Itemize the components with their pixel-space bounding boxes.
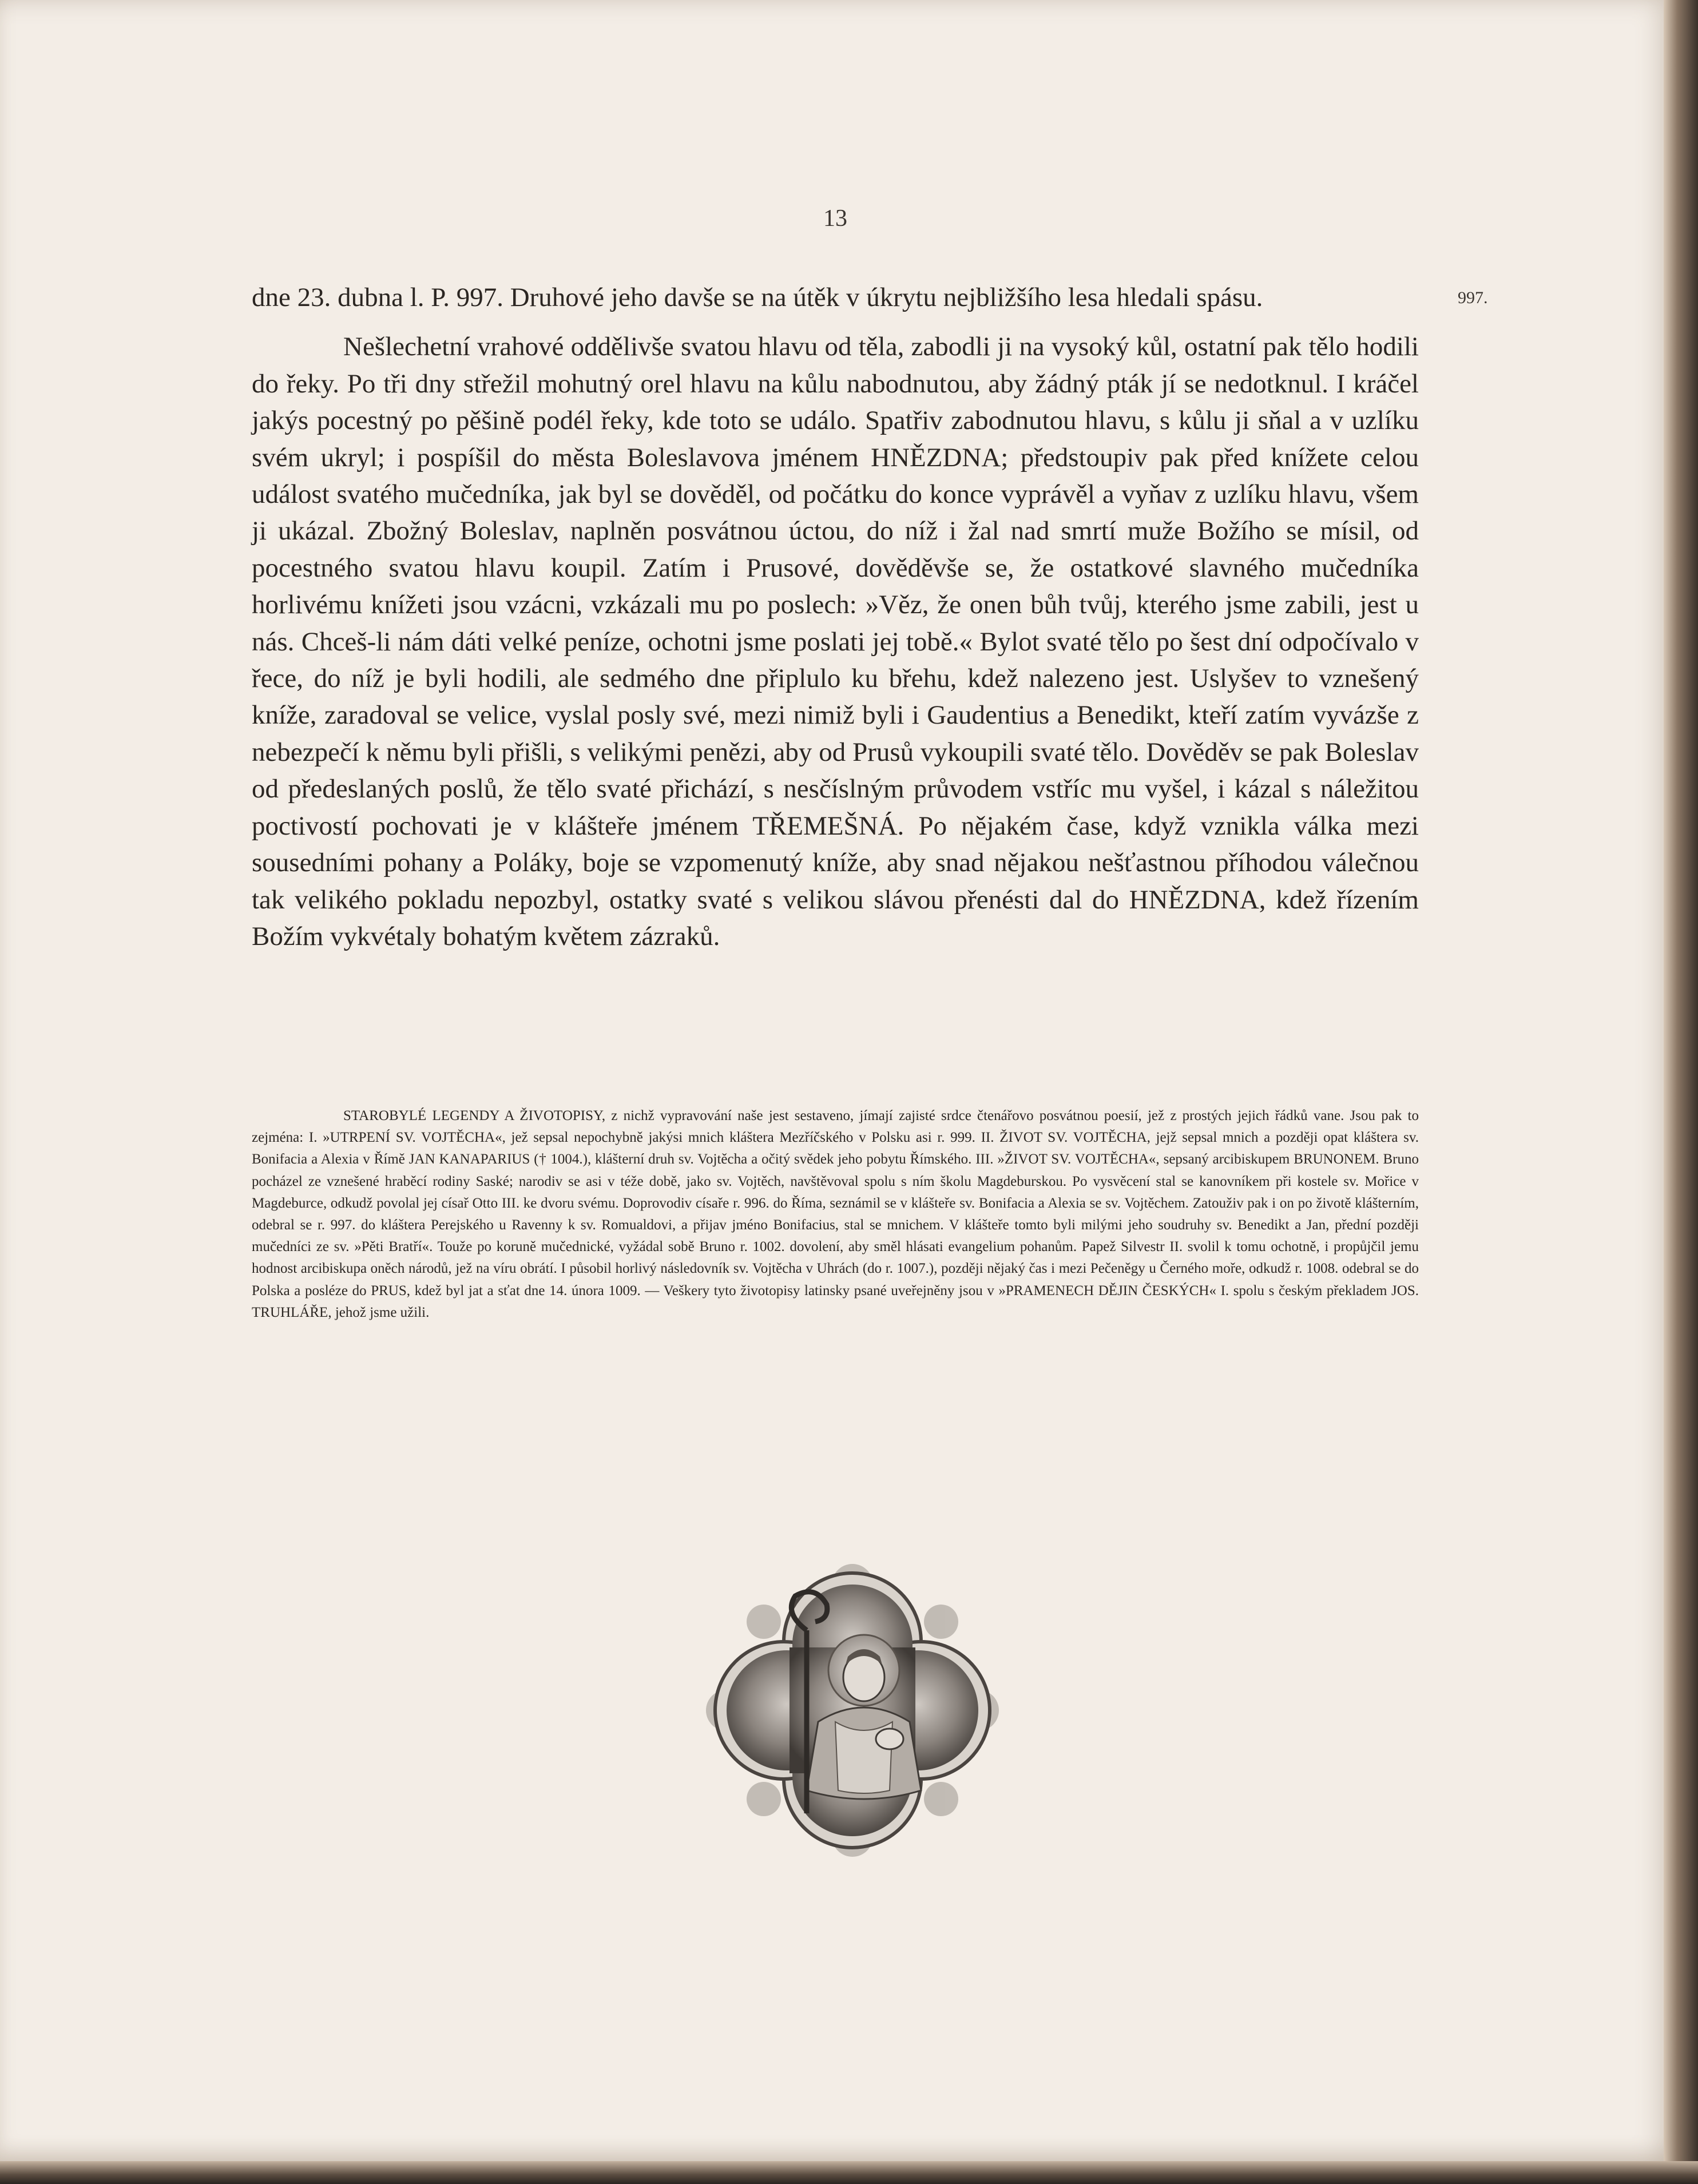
footnote: [252, 1105, 1419, 1324]
page-edge-shadow: [1664, 0, 1698, 2184]
paragraph-1: dne 23. dubna l. P. 997. Druhové jeho davše se na útěk v úkrytu nejbližšího lesa hledali spásu.: [252, 283, 1263, 312]
page-bottom-shadow: [0, 2161, 1698, 2184]
page-number: 13: [823, 205, 847, 232]
paragraph-2: Nešlechetní vrahové oddělivše svatou hlavu od těla, zabodli ji na vysoký kůl, ostatní pak tělo hodili do řeky. Po tři dny střežil mohutný orel hlavu na kůlu nabodnutou, aby žádný pták jí se nedotknul. I kráčel jakýs pocestný po pěšině podél řeky, kde toto se událo. Spatřiv zabodnutou hlavu, s kůlu ji sňal a v uzlíku svém ukryl; i pospíšil do města Boleslavova jménem HNĚZDNA; předstoupiv pak před knížete celou událost svatého mučedníka, jak byl se dověděl, od počátku do konce vyprávěl a vyňav z uzlíku hlavu, všem ji ukázal. Zbožný Boleslav, naplněn posvátnou úctou, do níž i žal nad smrtí muže Božího se mísil, od pocestného svatou hlavu koupil. Zatím i Prusové, dověděvše se, že ostatkové slavného mučedníka horlivému knížeti jsou vzácni, vzkázali mu po poslech: »Věz, že onen bůh tvůj, kterého jsme zabili, jest u nás. Chceš-li nám dáti velké peníze, ochotni jsme poslati jej tobě.« Bylot svaté tělo po šest dní odpočívalo v řece, do níž je byli hodili, ale sedmého dne připlulo ku břehu, kdež nalezeno jest. Uslyšev to vznešený kníže, zaradoval se velice, vyslal posly své, mezi nimiž byli i Gaudentius a Benedikt, kteří zatím vyvázše z nebezpečí k němu byli přišli, s velikými penězi, aby od Prusů vykoupili svaté tělo. Dověděv se pak Boleslav od předeslaných poslů, že tělo svaté přichází, s nesčíslným průvodem vstříc mu vyšel, i kázal s náležitou poctivostí pochovati je v klášteře jménem TŘEMEŠNÁ. Po nějakém čase, když vznikla válka mezi sousedními pohany a Poláky, boje se vzpomenutý kníže, aby snad nějakou nešťastnou příhodou válečnou tak velikého pokladu nepozbyl, ostatky svaté s velikou slávou přenésti dal do HNĚZDNA, kdež řízením Božím vykvétaly bohatým květem zázraků.: [252, 332, 1419, 951]
saint-bishop-quatrefoil-vignette-icon: [692, 1550, 1013, 1871]
margin-note-year: 997.: [1458, 288, 1488, 307]
footnote-text: STAROBYLÉ LEGENDY A ŽIVOTOPISY, z nichž vypravování naše jest sestaveno, jímají zajisté srdce čtenářovo posvátnou poesií, jež z prostých jejich řádků vane. Jsou pak to zejména: I. »UTRPENÍ SV. VOJTĚCHA«, jež sepsal nepochybně jakýsi mnich kláštera Mezříčského v Polsku asi r. 999. II. ŽIVOT SV. VOJTĚCHA, jejž sepsal mnich a později opat kláštera sv. Bonifacia a Alexia v Římě JAN KANAPARIUS († 1004.), klášterní druh sv. Vojtěcha a očitý svědek jeho pobytu Římského. III. »ŽIVOT SV. VOJTĚCHA«, sepsaný arcibiskupem BRUNONEM. Bruno pocházel ze vznešené hraběcí rodiny Saské; narodiv se asi v téže době, jako sv. Vojtěch, navštěvoval spolu s ním školu Magdeburskou. Po vysvěcení stal se kanovníkem při kostele sv. Mořice v Magdeburce, odkudž povolal jej císař Otto III. ke dvoru svému. Doprovodiv císaře r. 996. do Říma, seznámil se v klášteře sv. Bonifacia a Alexia se sv. Vojtěchem. Zatouživ pak i on po životě klášterním, odebral se r. 997. do kláštera Perejského u Ravenny k sv. Romualdovi, a přijav jméno Bonifacius, stal se mnichem. V klášteře tomto byli milými jeho soudruhy sv. Benedikt a Jan, přední později mučedníci ze sv. »Pěti Bratří«. Touže po koruně mučednické, vyžádal sobě Bruno r. 1002. dovolení, aby směl hlásati evangelium pohanům. Papež Silvestr II. svolil k tomu ochotně, i propůjčil jemu hodnost arcibiskupa oněch národů, jež na víru obrátí. I působil horlivý následovník sv. Vojtěcha v Uhrách (do r. 1007.), později nějaký čas i mezi Pečeněgy u Černého moře, odkudž r. 1008. odebral se do Polska a posléze do PRUS, kdež byl jat a sťat dne 14. února 1009. — Veškery tyto životopisy latinsky psané uveřejněny jsou v »PRAMENECH DĚJIN ČESKÝCH« I. spolu s českým překladem JOS. TRUHLÁŘE, jehož jsme užili.: [252, 1108, 1419, 1320]
main-text: [252, 279, 1419, 955]
